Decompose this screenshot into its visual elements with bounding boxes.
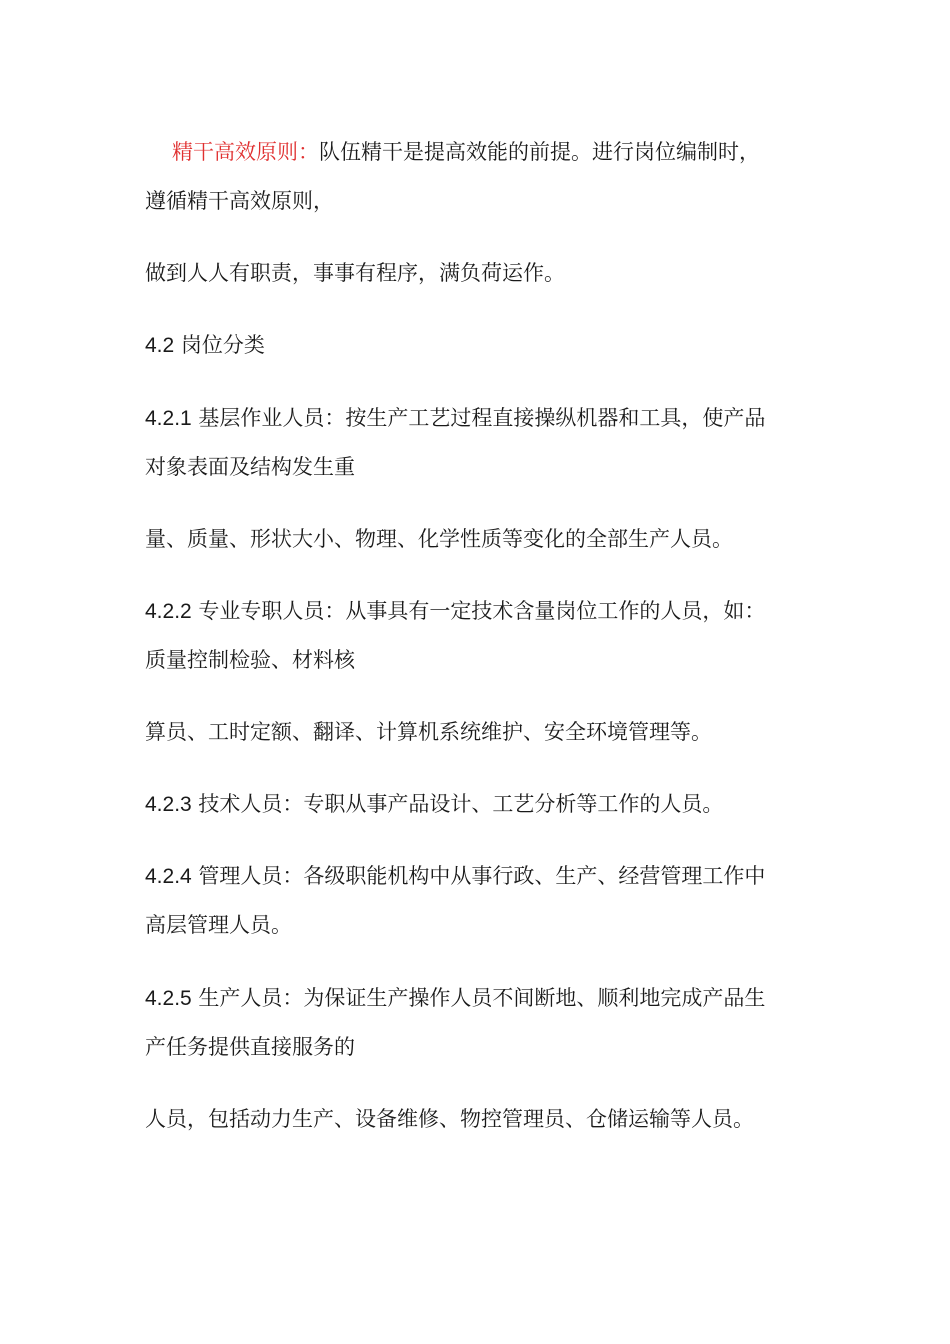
principle-line-3: 做到人人有职责，事事有程序，满负荷运作。 — [145, 261, 565, 285]
item-number: 4.2.3 — [145, 793, 192, 816]
item-4-2-5-line-1 — [145, 983, 825, 1014]
section-heading-4-2 — [145, 330, 825, 361]
principle-line-2: 遵循精干高效原则， — [145, 189, 334, 213]
item-4-2-3-line-1 — [145, 789, 825, 820]
item-4-2-1-line-3: 量、质量、形状大小、物理、化学性质等变化的全部生产人员。 — [145, 527, 733, 551]
item-number: 4.2.5 — [145, 987, 192, 1010]
principle-line-1 — [172, 137, 852, 167]
item-4-2-4-line-1 — [145, 861, 825, 892]
item-text: 管理人员：各级职能机构中从事行政、生产、经营管理工作中 — [191, 864, 766, 888]
item-4-2-2-line-2: 质量控制检验、材料核 — [145, 648, 355, 672]
item-4-2-2-line-3: 算员、工时定额、翻译、计算机系统维护、安全环境管理等。 — [145, 720, 712, 744]
item-4-2-1-line-2: 对象表面及结构发生重 — [145, 455, 355, 479]
section-number: 4.2 — [145, 334, 175, 357]
item-4-2-1-line-1 — [145, 403, 825, 434]
item-number: 4.2.2 — [145, 600, 192, 623]
item-4-2-4-line-2: 高层管理人员。 — [145, 913, 292, 937]
item-number: 4.2.4 — [145, 865, 192, 888]
item-text: 基层作业人员：按生产工艺过程直接操纵机器和工具，使产品 — [191, 406, 766, 430]
item-text: 技术人员：专职从事产品设计、工艺分析等工作的人员。 — [191, 792, 724, 816]
item-number: 4.2.1 — [145, 407, 192, 430]
item-text: 专业专职人员：从事具有一定技术含量岗位工作的人员，如： — [191, 599, 766, 623]
principle-text: 队伍精干是提高效能的前提。进行岗位编制时， — [319, 140, 760, 164]
item-4-2-2-line-1 — [145, 596, 825, 627]
section-title: 岗位分类 — [174, 333, 265, 357]
principle-label: 精干高效原则： — [172, 140, 319, 164]
item-text: 生产人员：为保证生产操作人员不间断地、顺利地完成产品生 — [191, 986, 766, 1010]
item-4-2-5-line-3: 人员，包括动力生产、设备维修、物控管理员、仓储运输等人员。 — [145, 1107, 754, 1131]
item-4-2-5-line-2: 产任务提供直接服务的 — [145, 1035, 355, 1059]
